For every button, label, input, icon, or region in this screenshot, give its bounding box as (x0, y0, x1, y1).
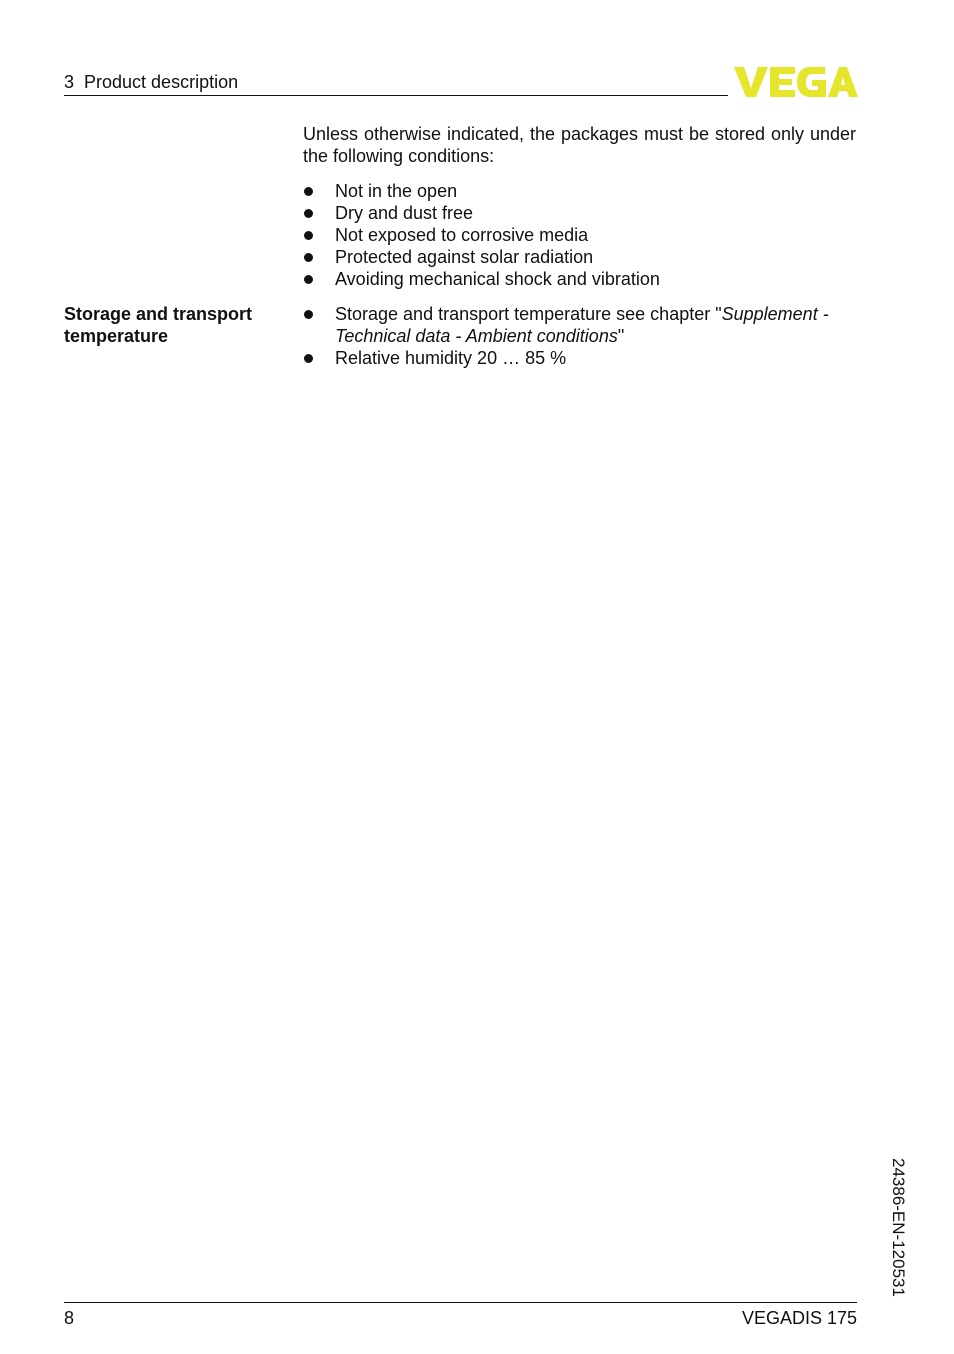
bullet-icon (304, 354, 313, 363)
running-header (64, 72, 238, 92)
list-item: Not exposed to corrosive media (303, 224, 863, 246)
product-name: VEGADIS 175 (741, 1308, 857, 1328)
chapter-reference: Supplement - Technical data - Ambient conditions (335, 304, 829, 346)
vega-logo (734, 66, 858, 98)
bullet-icon (304, 310, 313, 319)
intro-paragraph: Unless otherwise indicated, the packages must be stored only under the following conditions: (303, 124, 856, 166)
bullet-icon (304, 187, 313, 196)
chapter-title: Product description (84, 72, 239, 92)
bullet-icon (304, 275, 313, 284)
storage-transport-list (303, 303, 863, 369)
list-item: Storage and transport temperature see chapter "Supplement - Technical data - Ambient conditions" (303, 303, 863, 347)
bullet-icon (304, 231, 313, 240)
header-divider (64, 95, 728, 96)
list-item: Relative humidity 20 … 85 % (303, 347, 863, 369)
bullet-icon (304, 209, 313, 218)
footer-divider (64, 1302, 857, 1303)
bullet-icon (304, 253, 313, 262)
chapter-number: 3 (64, 72, 75, 92)
list-item: Avoiding mechanical shock and vibration (303, 268, 863, 290)
storage-conditions-list (303, 180, 863, 290)
list-item: Protected against solar radiation (303, 246, 863, 268)
page-number: 8 (64, 1308, 75, 1328)
list-item: Dry and dust free (303, 202, 863, 224)
section-heading: Storage and transport temperature (64, 304, 253, 346)
list-item: Not in the open (303, 180, 863, 202)
document-code: 24386-EN-120531 (889, 1158, 908, 1297)
